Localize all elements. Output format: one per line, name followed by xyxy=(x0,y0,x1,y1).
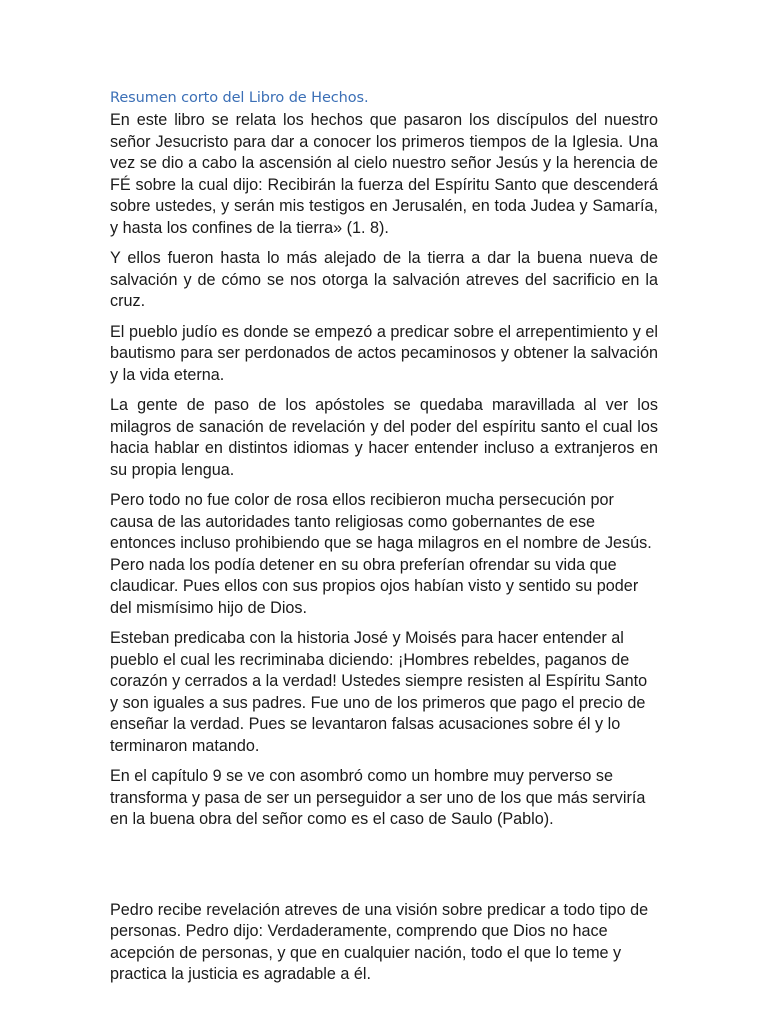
paragraph-jewish-people: El pueblo judío es donde se empezó a predicar sobre el arrepentimiento y el bautismo para ser perdonados de actos pecaminosos y obtener la salvación y la vida eterna. xyxy=(110,322,658,384)
paragraph-persecution: Pero todo no fue color de rosa ellos recibieron mucha persecución por causa de las autoridades tanto religiosas como gobernantes de ese entonces incluso prohibiendo que se haga milagros en el nombre de Jesús. Pero nada los podía detener en su obra preferían ofrendar su vida que claudicar. Pues ellos con sus propios ojos habían visto y sentido su poder del mismísimo hijo de Dios. xyxy=(110,491,652,617)
paragraph-apostles-miracles: La gente de paso de los apóstoles se quedaba maravillada al ver los milagros de sanación de revelación y del poder del espíritu santo el cual los hacia hablar en distintos idiomas y hacer entender incluso a extranjeros en su propia lengua. xyxy=(110,396,658,479)
paragraph-saulo: En el capítulo 9 se ve con asombró como un hombre muy perverso se transforma y pasa de ser un perseguidor a ser uno de los que más serviría en la buena obra del señor como es el caso de Saulo (Pablo). xyxy=(110,767,646,828)
paragraph-intro: En este libro se relata los hechos que pasaron los discípulos del nuestro señor Jesucristo para dar a conocer los primeros tiempos de la Iglesia. Una vez se dio a cabo la ascensión al cielo nuestro señor Jesús y la herencia de FÉ sobre la cual dijo: Recibirán la fuerza del Espíritu Santo que descenderá sobre ustedes, y serán mis testigos en Jerusalén, en toda Judea y Samaría, y hasta los confines de la tierra» (1. 8). xyxy=(110,111,658,237)
paragraph-pedro: Pedro recibe revelación atreves de una visión sobre predicar a todo tipo de personas. Pedro dijo: Verdaderamente, comprendo que Dios no hace acepción de personas, y que en cualquier nación, todo el que lo teme y practica la justicia es agradable a él. xyxy=(110,900,649,983)
paragraph-esteban: Esteban predicaba con la historia José y Moisés para hacer entender al pueblo el cual les recriminaba diciendo: ¡Hombres rebeldes, paganos de corazón y cerrados a la verdad! Ustedes siempre resisten al Espíritu Santo y son iguales a sus padres. Fue uno de los primeros que pago el precio de enseñar la verdad. Pues se levantaron falsas acusaciones sobre él y lo terminaron matando. xyxy=(110,629,648,755)
document-page xyxy=(110,88,658,995)
document-title: Resumen corto del Libro de Hechos. xyxy=(110,90,369,106)
blank-space xyxy=(110,840,658,900)
paragraph-salvation: Y ellos fueron hasta lo más alejado de la tierra a dar la buena nueva de salvación y de cómo se nos otorga la salvación atreves del sacrificio en la cruz. xyxy=(110,249,658,310)
